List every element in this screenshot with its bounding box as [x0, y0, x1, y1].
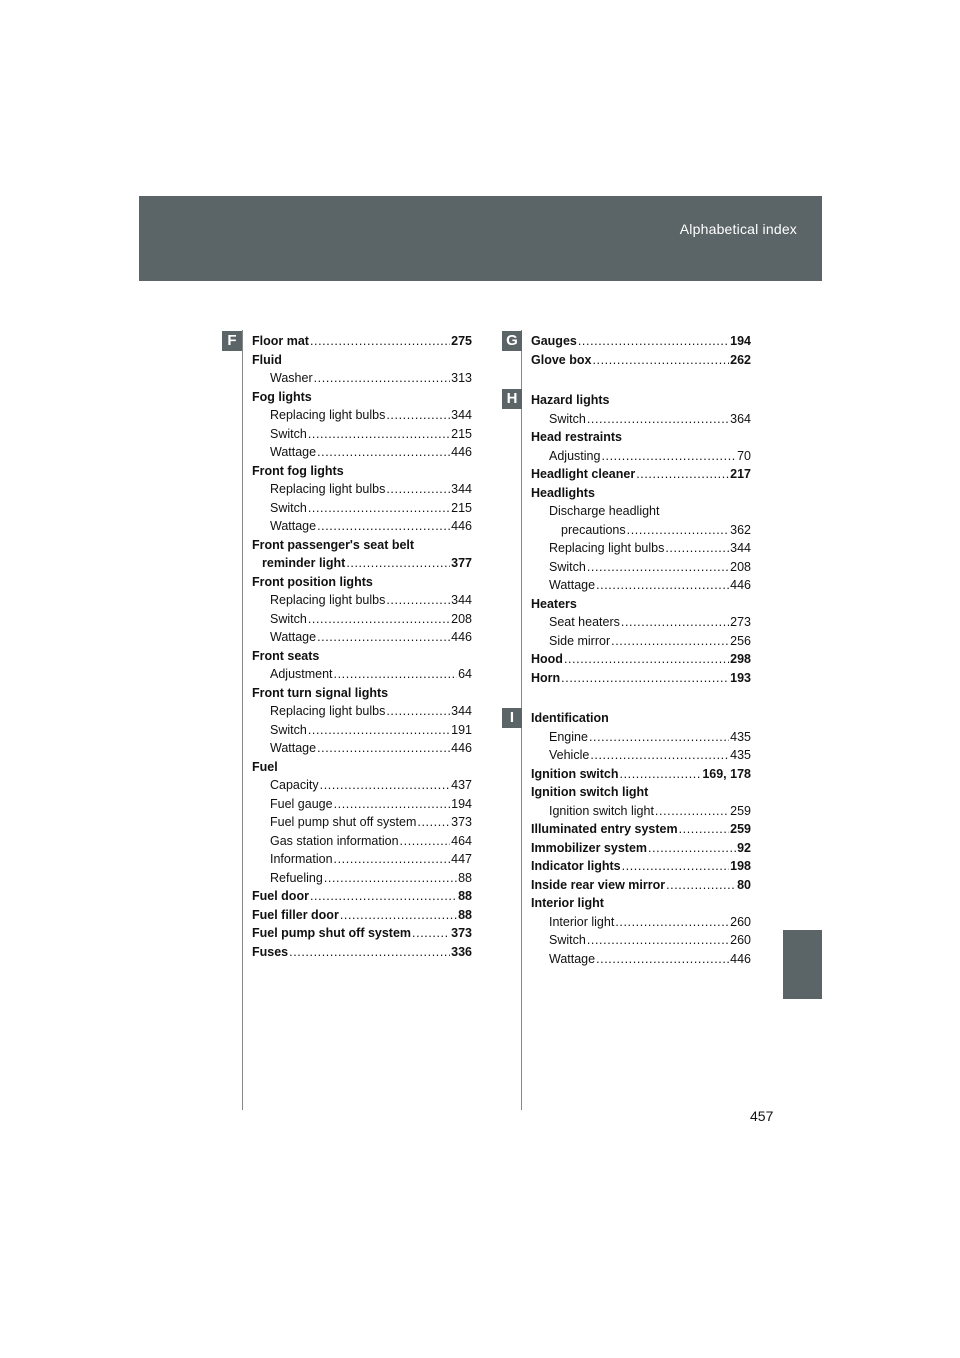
entry-page-number: 336 [451, 944, 472, 959]
index-entry [252, 351, 472, 370]
index-entry [252, 832, 472, 851]
entry-label: Glove box [531, 352, 592, 367]
index-column-left [252, 332, 472, 961]
leader-dots [308, 721, 450, 740]
leader-dots [596, 950, 729, 969]
index-entry [252, 610, 472, 629]
entry-label: Immobilizer system [531, 840, 648, 855]
entry-heading: Interior light [531, 896, 604, 910]
leader-dots [587, 558, 729, 577]
entry-label: Wattage [270, 741, 317, 755]
entry-label: precautions [561, 522, 626, 537]
entry-label: Gauges [531, 334, 577, 348]
index-entry [531, 650, 751, 669]
entry-label: Fuel pump shut off system [252, 926, 412, 940]
entry-page-number: 373 [451, 815, 472, 829]
entry-heading: Fog lights [252, 389, 312, 404]
entry-label: Ignition switch [531, 766, 619, 781]
entry-page-number: 88 [458, 870, 472, 885]
index-entry [252, 850, 472, 869]
entry-page-number: 464 [451, 833, 472, 848]
entry-label: Engine [549, 729, 588, 744]
index-section [531, 332, 751, 369]
leader-dots [334, 795, 451, 814]
index-entry [531, 632, 751, 651]
index-entry [252, 369, 472, 388]
entry-label: Replacing light bulbs [270, 482, 386, 496]
entry-page-number: 298 [730, 652, 751, 666]
index-entry [252, 702, 472, 721]
entry-label: Fuses [252, 944, 289, 959]
entry-page-number: 260 [730, 933, 751, 947]
entry-page-number: 447 [451, 852, 472, 866]
index-entry [531, 857, 751, 876]
entry-page-number: 435 [730, 729, 751, 744]
entry-page-number: 208 [730, 559, 751, 574]
entry-subheading: Discharge headlight [549, 504, 660, 518]
index-entry [252, 647, 472, 666]
index-entry [531, 595, 751, 614]
entry-label: Hood [531, 652, 563, 666]
index-entry [252, 906, 472, 925]
entry-page-number: 437 [451, 778, 472, 792]
leader-dots [648, 839, 736, 858]
entry-heading: Heaters [531, 596, 577, 611]
index-entry [252, 425, 472, 444]
leader-dots [679, 820, 730, 839]
entry-page-number: 256 [730, 633, 751, 648]
entry-heading: Fluid [252, 352, 282, 367]
entry-page-number: 344 [730, 541, 751, 555]
leader-dots [587, 410, 729, 429]
index-entry [252, 758, 472, 777]
index-section [531, 709, 751, 968]
entry-page-number: 446 [451, 741, 472, 755]
index-entry [531, 820, 751, 839]
header-title: Alphabetical index [679, 221, 797, 237]
index-entry [252, 739, 472, 758]
leader-dots [615, 913, 729, 932]
leader-dots [596, 576, 729, 595]
leader-dots [621, 613, 729, 632]
entry-page-number: 344 [451, 704, 472, 718]
entry-label: Fuel pump shut off system [270, 815, 417, 829]
leader-dots [601, 447, 736, 466]
entry-label: Refueling [270, 870, 323, 885]
entry-label: Switch [270, 500, 307, 515]
index-entry [252, 887, 472, 906]
entry-page-number: 198 [730, 859, 751, 873]
index-entry [252, 332, 472, 351]
index-entry [252, 499, 472, 518]
leader-dots [561, 669, 729, 688]
entry-page-number: 88 [458, 889, 472, 903]
entry-label: Switch [270, 722, 307, 737]
index-entry [252, 776, 472, 795]
index-entry [252, 869, 472, 888]
entry-label: Adjustment [270, 667, 333, 681]
entry-page-number: 194 [730, 334, 751, 348]
letter-tab-i: I [502, 708, 522, 728]
leader-dots [665, 539, 729, 558]
index-entry [252, 924, 472, 943]
index-entry [252, 462, 472, 481]
entry-page-number: 191 [451, 722, 472, 737]
entry-page-number: 364 [730, 411, 751, 426]
index-entry [531, 765, 751, 784]
entry-page-number: 260 [730, 914, 751, 929]
entry-page-number: 435 [730, 748, 751, 762]
entry-label: Replacing light bulbs [549, 541, 665, 555]
entry-page-number: 446 [451, 445, 472, 459]
entry-label: Ignition switch light [549, 803, 654, 818]
entry-heading: Front passenger's seat belt [252, 537, 415, 552]
entry-page-number: 64 [458, 667, 472, 681]
index-entry [531, 728, 751, 747]
index-entry [252, 684, 472, 703]
entry-label: Wattage [270, 519, 317, 533]
leader-dots [317, 628, 450, 647]
leader-dots [324, 869, 457, 888]
index-entry [531, 709, 751, 728]
entry-heading: Identification [531, 711, 609, 725]
index-entry [252, 517, 472, 536]
entry-label: Side mirror [549, 633, 611, 648]
leader-dots [564, 650, 729, 669]
section-gap [531, 687, 751, 709]
leader-dots [386, 480, 450, 499]
index-entry [531, 802, 751, 821]
entry-label: Information [270, 852, 333, 866]
entry-label: Replacing light bulbs [270, 593, 386, 607]
index-entry [531, 484, 751, 503]
entry-page-number: 217 [730, 467, 751, 481]
section-gap [531, 369, 751, 391]
index-column-right [531, 332, 751, 968]
entry-label: Fuel filler door [252, 907, 339, 922]
leader-dots [346, 554, 450, 573]
index-entry [531, 783, 751, 802]
index-entry [252, 665, 472, 684]
entry-label: Wattage [549, 578, 596, 592]
index-entry [531, 746, 751, 765]
entry-page-number: 344 [451, 593, 472, 607]
index-entry [252, 573, 472, 592]
leader-dots [386, 702, 450, 721]
leader-dots [310, 332, 450, 351]
index-entry [531, 669, 751, 688]
entry-label: Adjusting [549, 448, 601, 463]
index-entry [531, 576, 751, 595]
entry-page-number: 215 [451, 426, 472, 441]
entry-page-number: 446 [451, 519, 472, 533]
entry-heading: Ignition switch light [531, 785, 649, 799]
entry-page-number: 446 [451, 630, 472, 644]
entry-page-number: 169, 178 [702, 766, 751, 781]
index-entry [531, 447, 751, 466]
entry-label: Headlight cleaner [531, 467, 636, 481]
index-section [531, 391, 751, 687]
entry-page-number: 275 [451, 334, 472, 348]
entry-label: Fuel gauge [270, 796, 333, 811]
leader-dots [636, 465, 729, 484]
leader-dots [310, 887, 457, 906]
entry-label: Inside rear view mirror [531, 877, 666, 892]
entry-heading: Front turn signal lights [252, 685, 389, 700]
letter-tab-g: G [502, 331, 522, 351]
leader-dots [578, 332, 729, 351]
entry-label: Wattage [549, 951, 596, 966]
entry-page-number: 362 [730, 522, 751, 537]
index-entry [531, 913, 751, 932]
entry-page-number: 313 [451, 371, 472, 385]
index-entry [252, 443, 472, 462]
index-entry [252, 554, 472, 573]
leader-dots [308, 499, 450, 518]
leader-dots [587, 931, 729, 950]
index-entry [252, 480, 472, 499]
index-entry [252, 591, 472, 610]
index-entry [531, 894, 751, 913]
leader-dots [589, 728, 729, 747]
leader-dots [334, 850, 451, 869]
entry-label: Washer [270, 371, 313, 385]
index-entry [531, 465, 751, 484]
entry-heading: Front fog lights [252, 463, 344, 478]
entry-label: Replacing light bulbs [270, 408, 386, 422]
entry-page-number: 92 [737, 840, 751, 855]
index-entry [531, 410, 751, 429]
leader-dots [320, 776, 451, 795]
index-entry [531, 332, 751, 351]
index-entry [531, 950, 751, 969]
entry-label: Switch [549, 411, 586, 426]
entry-label: Fuel door [252, 889, 309, 903]
entry-label: Illuminated entry system [531, 822, 678, 836]
leader-dots [308, 425, 450, 444]
index-entry [252, 406, 472, 425]
entry-page-number: 70 [737, 448, 751, 463]
entry-heading: Headlights [531, 485, 595, 500]
entry-page-number: 193 [730, 670, 751, 685]
entry-page-number: 262 [730, 352, 751, 367]
entry-page-number: 259 [730, 803, 751, 818]
index-entry [531, 931, 751, 950]
leader-dots [627, 521, 730, 540]
column-divider-left [242, 330, 243, 1110]
index-entry [252, 943, 472, 962]
leader-dots [590, 746, 729, 765]
entry-label: Indicator lights [531, 859, 621, 873]
entry-label: Wattage [270, 445, 317, 459]
leader-dots [317, 739, 450, 758]
leader-dots [386, 406, 450, 425]
leader-dots [386, 591, 450, 610]
leader-dots [289, 943, 450, 962]
entry-label: Vehicle [549, 748, 590, 762]
entry-label: Gas station information [270, 833, 399, 848]
leader-dots [400, 832, 451, 851]
index-entry [252, 536, 472, 555]
leader-dots [620, 765, 702, 784]
entry-page-number: 215 [451, 500, 472, 515]
letter-tab-h: H [502, 389, 522, 409]
entry-page-number: 88 [458, 907, 472, 922]
entry-heading: Head restraints [531, 430, 623, 444]
index-entry [531, 839, 751, 858]
entry-page-number: 344 [451, 482, 472, 496]
leader-dots [340, 906, 457, 925]
index-entry [531, 521, 751, 540]
entry-page-number: 377 [451, 556, 472, 570]
entry-page-number: 80 [737, 877, 751, 892]
entry-label: Switch [270, 611, 307, 626]
leader-dots [417, 813, 450, 832]
leader-dots [317, 443, 450, 462]
index-entry [252, 628, 472, 647]
entry-heading: Hazard lights [531, 393, 610, 407]
entry-label: Wattage [270, 630, 317, 644]
entry-page-number: 344 [451, 408, 472, 422]
header-band [139, 196, 822, 281]
index-entry [531, 351, 751, 370]
leader-dots [666, 876, 736, 895]
entry-label: Seat heaters [549, 615, 620, 629]
entry-label: reminder light [262, 556, 346, 570]
index-entry [531, 613, 751, 632]
index-entry [531, 502, 751, 521]
side-tab [783, 930, 822, 999]
leader-dots [308, 610, 450, 629]
entry-heading: Front position lights [252, 574, 373, 589]
entry-page-number: 446 [730, 951, 751, 966]
leader-dots [412, 924, 450, 943]
leader-dots [611, 632, 729, 651]
entry-page-number: 259 [730, 822, 751, 836]
index-entry [252, 721, 472, 740]
entry-label: Switch [270, 426, 307, 441]
entry-label: Floor mat [252, 334, 309, 348]
index-entry [531, 539, 751, 558]
index-entry [252, 813, 472, 832]
entry-page-number: 194 [451, 796, 472, 811]
entry-page-number: 273 [730, 615, 751, 629]
letter-tab-f: F [222, 331, 242, 351]
index-entry [252, 388, 472, 407]
entry-page-number: 373 [451, 926, 472, 940]
entry-label: Switch [549, 933, 586, 947]
leader-dots [592, 351, 729, 370]
entry-heading: Front seats [252, 648, 320, 663]
leader-dots [334, 665, 458, 684]
index-entry [531, 391, 751, 410]
leader-dots [655, 802, 729, 821]
entry-page-number: 446 [730, 578, 751, 592]
leader-dots [314, 369, 451, 388]
index-entry [531, 558, 751, 577]
index-entry [531, 428, 751, 447]
entry-label: Horn [531, 670, 561, 685]
index-entry [531, 876, 751, 895]
page-number: 457 [750, 1108, 774, 1124]
entry-label: Replacing light bulbs [270, 704, 386, 718]
index-entry [252, 795, 472, 814]
entry-label: Interior light [549, 914, 615, 929]
entry-heading: Fuel [252, 759, 278, 774]
entry-label: Switch [549, 559, 586, 574]
leader-dots [317, 517, 450, 536]
leader-dots [622, 857, 730, 876]
entry-label: Capacity [270, 778, 319, 792]
entry-page-number: 208 [451, 611, 472, 626]
